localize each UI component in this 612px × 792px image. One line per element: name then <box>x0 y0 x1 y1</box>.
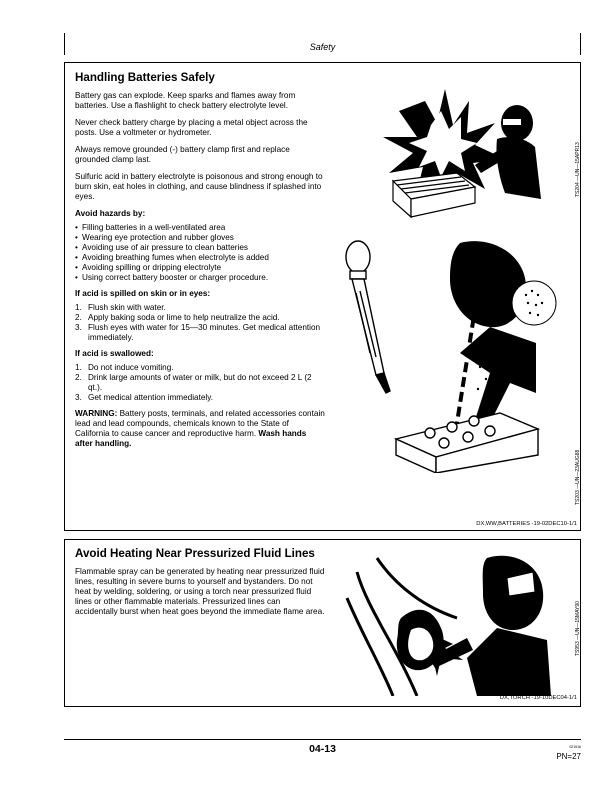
list-item <box>75 363 325 373</box>
battery-icon <box>396 413 538 473</box>
section-header: Safety <box>309 42 336 52</box>
paragraph: Never check battery charge by placing a metal object across the posts. Use a voltmeter or hydrometer. <box>75 118 308 137</box>
pressurized-lines-title: Avoid Heating Near Pressurized Fluid Lines <box>75 547 315 560</box>
list-item <box>75 323 325 343</box>
spill-heading: If acid is spilled on skin or in eyes: <box>75 289 211 298</box>
paragraph: Flammable spray can be generated by heating near pressurized fluid lines, resulting in severe burns to yourself and bystanders. Do not heat by welding, soldering, or using a torch near pressurized fluid lines or other flammable materials. Pressurized lines can accidentally burst when heat goes beyond the immediate flame area. <box>75 567 325 616</box>
page-number: 04-13 <box>309 743 336 755</box>
reference-code: DX,TORCH -19-10DEC04-1/1 <box>499 695 577 701</box>
paragraph: Battery gas can explode. Keep sparks and flames away from batteries. Use a flashlight to check battery electrolyte level. <box>75 91 296 110</box>
warning-label: WARNING: <box>75 409 118 418</box>
image-id-label: TS204 —UN—15APR13 <box>575 142 581 197</box>
footer-small-code: 021516 <box>569 745 581 749</box>
step-text: Do not induce vomiting. <box>88 363 174 372</box>
hazards-list <box>75 223 325 283</box>
step-number: 1. <box>75 303 82 312</box>
hazards-heading: Avoid hazards by: <box>75 209 146 218</box>
step-text: Apply baking soda or lime to help neutralize the acid. <box>88 313 280 322</box>
list-item: • Using correct battery booster or charger procedure. <box>75 273 325 283</box>
pn-number: PN=27 <box>556 752 581 761</box>
list-item <box>75 313 325 323</box>
warning-paragraph <box>75 409 325 449</box>
pressurized-lines-text-column <box>75 547 325 624</box>
torch-near-lines-illustration <box>337 548 565 696</box>
battery-icon <box>393 173 475 217</box>
hydrometer-icon <box>346 241 390 393</box>
list-item <box>75 373 325 393</box>
image-id-label: TS203 —UN—23AUG88 <box>575 449 581 505</box>
list-item <box>75 303 325 313</box>
battery-acid-illustration <box>340 233 560 473</box>
spray-cloud-icon <box>512 281 556 325</box>
pressurized-lines-section <box>64 539 581 707</box>
batteries-title: Handling Batteries Safely <box>75 71 215 84</box>
list-item <box>75 393 325 403</box>
image-id-label: TS953 —UN—15MAY90 <box>575 601 581 656</box>
step-number: 2. <box>75 373 82 382</box>
warning-text: Battery posts, terminals, and related accessories contain lead and lead compounds, chemicals known to the State of California to cause cancer and reproductive harm. <box>75 409 325 438</box>
spill-steps <box>75 303 325 343</box>
step-number: 3. <box>75 393 82 402</box>
swallow-steps <box>75 363 325 403</box>
battery-explosion-illustration <box>365 81 545 221</box>
paragraph: Always remove grounded (-) battery clamp first and replace grounded clamp last. <box>75 145 290 164</box>
batteries-text-column <box>75 71 325 456</box>
step-number: 2. <box>75 313 82 322</box>
step-text: Flush eyes with water for 15—30 minutes. Get medical attention immediately. <box>88 323 321 342</box>
step-number: 3. <box>75 323 82 332</box>
list-item: • Avoiding breathing fumes when electrolyte is added <box>75 253 325 263</box>
step-text: Drink large amounts of water or milk, but do not exceed 2 L (2 qt.). <box>88 373 312 392</box>
reference-code: DX,WW,BATTERIES -19-02DEC10-1/1 <box>476 521 577 527</box>
list-item: • Wearing eye protection and rubber gloves <box>75 233 325 243</box>
swallow-heading: If acid is swallowed: <box>75 349 154 358</box>
step-number: 1. <box>75 363 82 372</box>
step-text: Flush skin with water. <box>88 303 166 312</box>
list-item: • Filling batteries in a well-ventilated area <box>75 223 325 233</box>
batteries-section <box>64 62 581 531</box>
list-item: • Avoiding spilling or dripping electrolyte <box>75 263 325 273</box>
step-text: Get medical attention immediately. <box>88 393 213 402</box>
list-item: • Avoiding use of air pressure to clean batteries <box>75 243 325 253</box>
paragraph: Sulfuric acid in battery electrolyte is poisonous and strong enough to burn skin, eat holes in clothing, and cause blindness if splashed into eyes. <box>75 172 323 201</box>
warning-bold: Wash hands after handling. <box>75 429 307 448</box>
footer-rule <box>64 739 581 740</box>
